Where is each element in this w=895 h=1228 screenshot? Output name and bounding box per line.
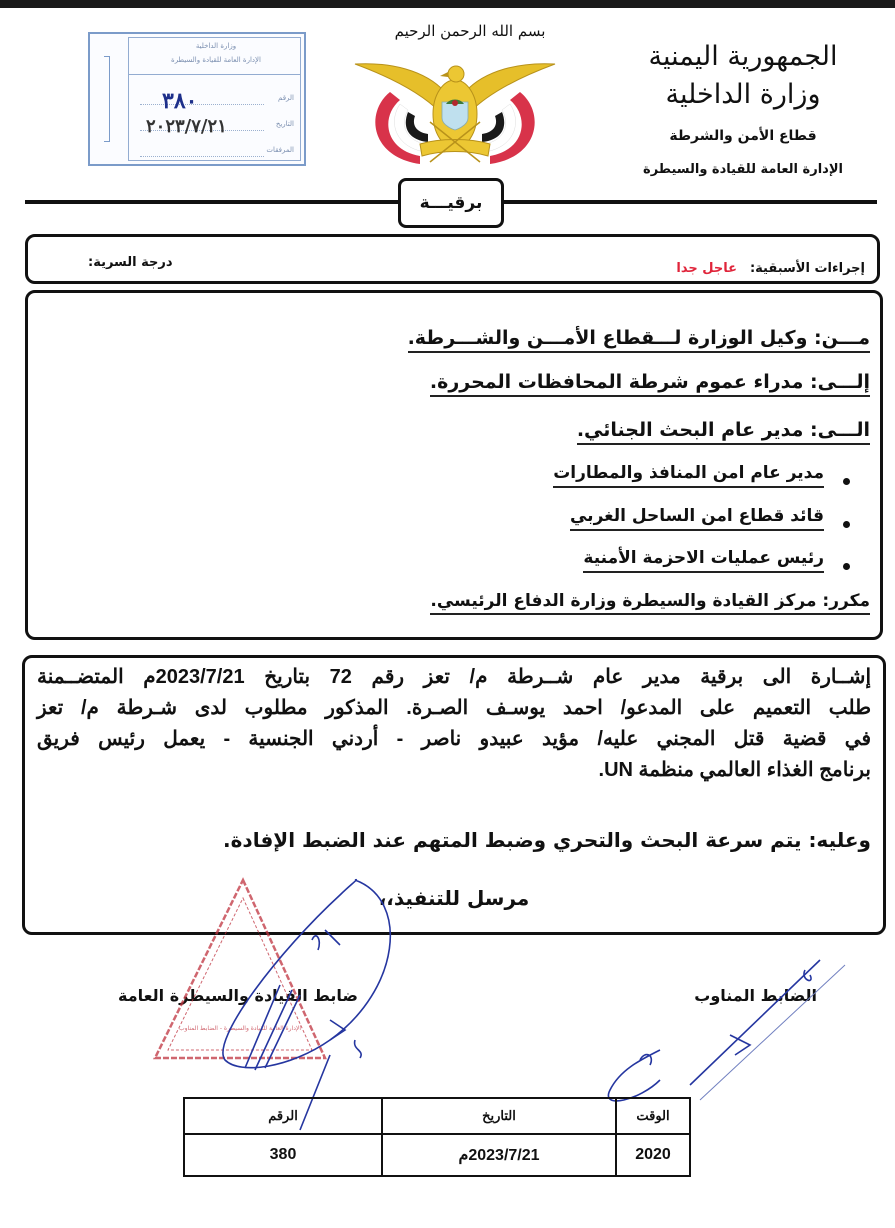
- cc-value: مركز القيادة والسيطرة وزارة الدفاع الرئيسي.: [430, 591, 817, 611]
- department-name: الإدارة العامة للقيادة والسيطرة: [643, 162, 843, 177]
- stamp-org-line2: الإدارة العامة للقيادة والسيطرة: [171, 56, 261, 64]
- signatory-left-title: ضابط القيادة والسيطرة العامة: [118, 986, 358, 1005]
- cc-label: مكرر:: [822, 591, 870, 611]
- paragraph-line: إشــارة الى برقية مدير عام شــرطة م/ تعز رقم 72 بتاريخ 2023/7/21م المتضــمنة: [37, 666, 871, 688]
- send-note: مرسل للتنفيذ،،: [378, 886, 530, 910]
- header-number: الرقم: [184, 1098, 382, 1134]
- bullet-item: مدير عام امن المنافذ والمطارات: [553, 463, 824, 488]
- to1-value: مدراء عموم شرطة المحافظات المحررة.: [429, 371, 804, 393]
- ministry-name: وزارة الداخلية: [665, 79, 821, 110]
- bullet-icon: [843, 563, 850, 570]
- header-date: التاريخ: [382, 1098, 616, 1134]
- conclusion-label: وعليه:: [808, 828, 871, 852]
- message-paragraph: [37, 662, 871, 786]
- conclusion: [223, 828, 871, 852]
- paragraph-line: طلب التعميم على المدعو/ احمد يوسـف الصـرة. المذكور مطلوب لدى شـرطة م/ تعز: [37, 697, 871, 719]
- footer-table-value-row: [184, 1134, 690, 1176]
- cc-line: [430, 591, 870, 615]
- stamp-org-line1: وزارة الداخلية: [195, 42, 237, 50]
- from-line: [408, 327, 870, 353]
- footer-table-header-row: [184, 1098, 690, 1134]
- bullet-item: قائد قطاع امن الساحل الغربي: [570, 506, 824, 531]
- incoming-stamp: [88, 32, 306, 166]
- to2-value: مدير عام البحث الجنائي.: [576, 419, 804, 441]
- to2-label: الـــى:: [810, 419, 870, 441]
- bullet-item: رئيس عمليات الاحزمة الأمنية: [583, 548, 824, 573]
- stamp-number-label: الرقم: [278, 94, 294, 102]
- stamp-date-label: التاريخ: [275, 120, 294, 128]
- message-body-box: [22, 655, 886, 935]
- stamp-handwritten-date: ٢٠٢٣/٧/٢١: [146, 116, 227, 137]
- value-time: 2020: [616, 1134, 690, 1176]
- seal-text: الإدارة العامة للقيادة والسيطرة - الضابط المناوب: [178, 1025, 302, 1032]
- letterhead: [613, 38, 873, 177]
- paragraph-line: برنامج الغذاء العالمي منظمة UN.: [598, 759, 871, 781]
- value-date: 2023/7/21م: [382, 1134, 616, 1176]
- yemen-emblem-icon: [350, 52, 560, 172]
- paragraph-line: في قضية قتل المجني عليه/ مؤيد عبيدو ناصر - أردني الجنسية - يعمل رئيس فريق: [37, 728, 871, 750]
- bullet-icon: [843, 478, 850, 485]
- to-line-2: [577, 419, 870, 445]
- footer-table: [183, 1097, 691, 1177]
- handwritten-signature-right-icon: [608, 960, 845, 1101]
- sector-name: قطاع الأمن والشرطة: [669, 128, 817, 144]
- to-line-1: [430, 371, 870, 397]
- document-title: برقيـــة: [398, 178, 504, 228]
- priority-value: عاجل جدا: [676, 261, 737, 276]
- republic-name: الجمهورية اليمنية: [648, 41, 838, 72]
- top-dark-bar: [0, 0, 895, 8]
- conclusion-text: يتم سرعة البحث والتحري وضبط المتهم عند الضبط الإفادة.: [223, 828, 802, 852]
- signatory-right-title: الضابط المناوب: [694, 986, 817, 1005]
- from-label: مـــن:: [814, 327, 870, 349]
- to1-label: إلـــى:: [810, 371, 870, 393]
- priority-label: إجراءات الأسبقية:: [749, 261, 865, 276]
- addressing-box: [25, 290, 883, 640]
- priority-row: [25, 234, 880, 284]
- stamp-handwritten-number: ٣٨٠: [162, 88, 198, 114]
- bullet-icon: [843, 521, 850, 528]
- secrecy-label: درجة السرية:: [88, 255, 173, 270]
- stamp-attachments-label: المرفقات: [266, 146, 294, 154]
- value-number: 380: [184, 1134, 382, 1176]
- from-value: وكيل الوزارة لـــقطاع الأمـــن والشـــرطة.: [407, 327, 808, 349]
- header-time: الوقت: [616, 1098, 690, 1134]
- basmala: بسم الله الرحمن الرحيم: [394, 22, 546, 40]
